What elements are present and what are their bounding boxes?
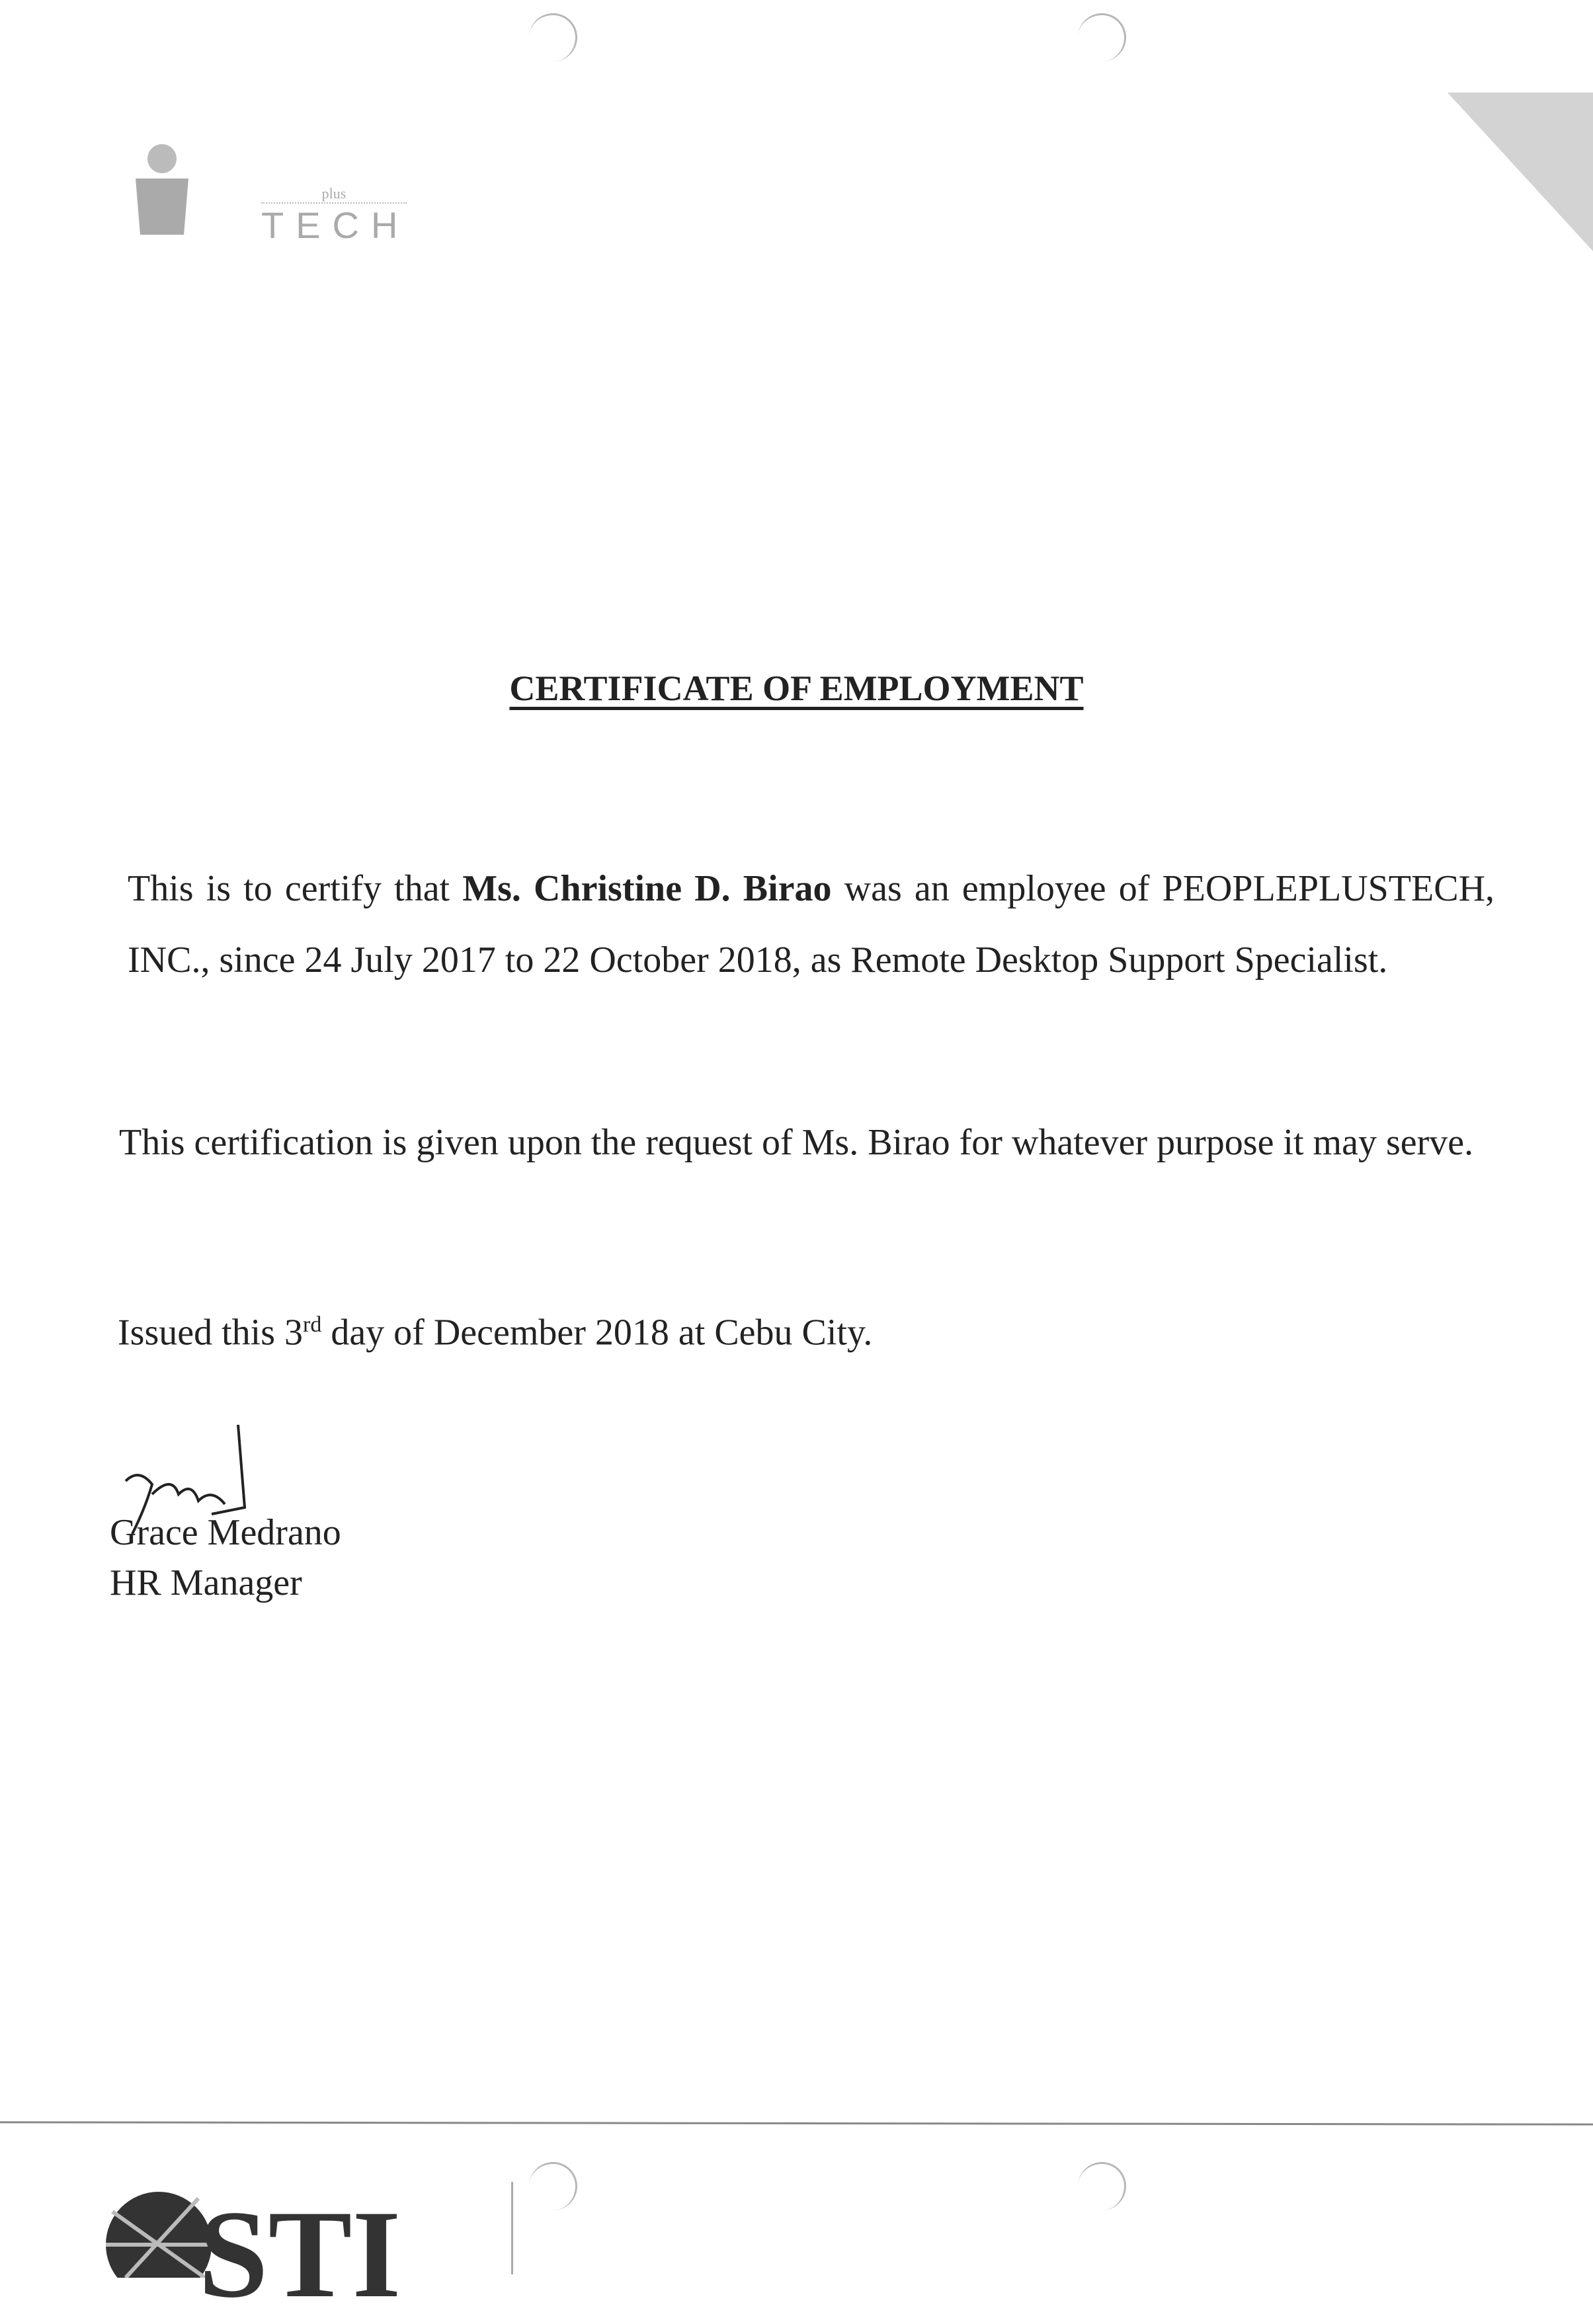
hole-punch-mark: [529, 2162, 577, 2210]
sti-logo-text: STI: [198, 2185, 401, 2324]
employee-name: Ms. Christine D. Birao: [462, 868, 832, 909]
sti-logo: [86, 2172, 483, 2324]
signatory-block: [110, 1507, 341, 1608]
issued-paragraph: [118, 1289, 872, 1369]
logo-tech-text: TECH: [261, 204, 410, 246]
logo-plus-text: plus: [261, 185, 407, 204]
issued-text-cont: day of December 2018 at Cebu City.: [321, 1312, 873, 1353]
para1-text-cont: was an employee of PEOPLEPLUSTECH, INC., since 24 July 2017 to 22 October 2018, as Remote Desktop Support Specialist.: [128, 868, 1495, 981]
company-logo-text: [261, 185, 409, 247]
issued-text: Issued this 3: [118, 1312, 303, 1353]
hole-punch-mark: [1078, 2162, 1126, 2210]
certification-paragraph: [128, 853, 1494, 996]
company-logo-icon: [132, 142, 198, 245]
scan-corner-shadow: [1448, 93, 1593, 251]
footer-divider: [511, 2182, 513, 2274]
document-title: [0, 668, 1593, 709]
purpose-paragraph: This certification is given upon the request of Ms. Birao for whatever purpose it may serve.: [119, 1122, 1474, 1163]
signatory-title: HR Manager: [110, 1562, 302, 1603]
hole-punch-mark: [1078, 13, 1126, 61]
ordinal-suffix: rd: [303, 1312, 322, 1337]
title-text: CERTIFICATE OF EMPLOYMENT: [509, 668, 1084, 708]
para1-text: This is to certify that: [128, 868, 463, 909]
page-divider: [0, 2121, 1593, 2125]
hole-punch-mark: [529, 13, 577, 61]
signatory-name: Grace Medrano: [110, 1512, 341, 1553]
